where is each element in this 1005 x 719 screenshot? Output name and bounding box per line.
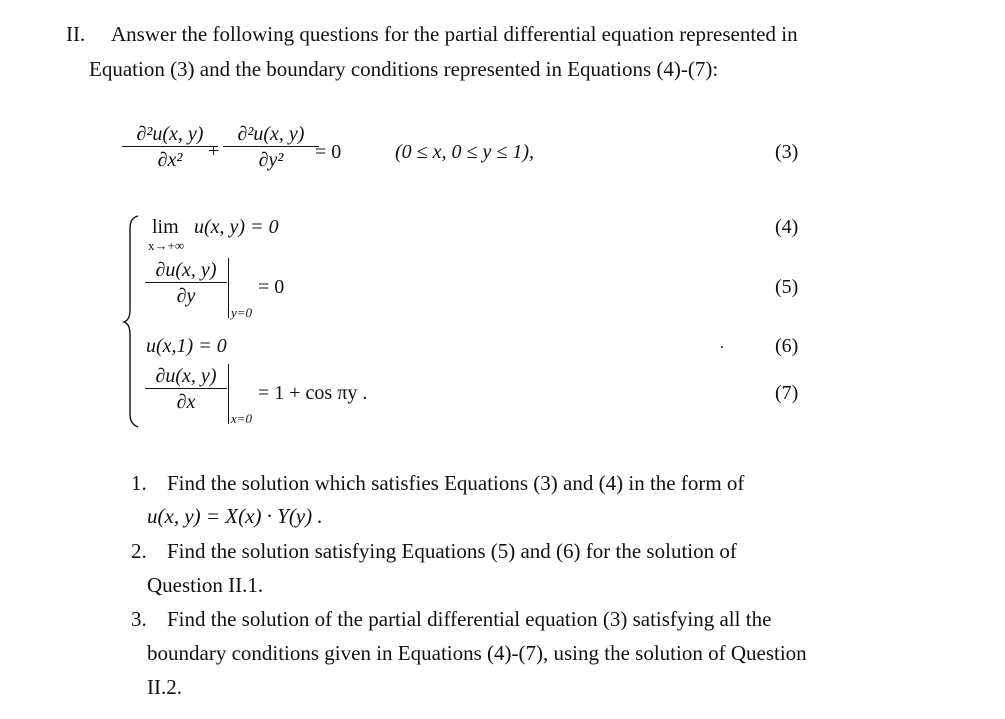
bc7-numerator: ∂u(x, y) <box>155 365 217 387</box>
bc5-numerator: ∂u(x, y) <box>155 259 217 281</box>
bc7-eval-subscript: x=0 <box>231 411 253 426</box>
pde-term2-numerator: ∂²u(x, y) <box>237 123 305 145</box>
bc4-lim-subscript: x→+∞ <box>148 238 185 253</box>
pde-term2-denominator: ∂y² <box>258 149 284 171</box>
question-2-number: 2. <box>131 539 147 563</box>
question-1-line2: u(x, y) = X(x) · Y(y) . <box>147 504 323 528</box>
question-1-line1: Find the solution which satisfies Equations (3) and (4) in the form of <box>167 471 745 495</box>
section-intro-line1: Answer the following questions for the partial differential equation represented in <box>111 22 798 46</box>
bc5-fraction <box>145 258 227 309</box>
question-2-line1: Find the solution satisfying Equations (5) and (6) for the solution of <box>167 539 737 563</box>
section-number: II. <box>66 22 86 46</box>
bc7-label: (7) <box>775 382 799 404</box>
bc7-eval-bar <box>228 364 229 424</box>
pde-term1 <box>122 122 218 173</box>
pde-domain: (0 ≤ x, 0 ≤ y ≤ 1), <box>395 141 535 163</box>
bc5-label: (5) <box>775 276 799 298</box>
bc5-eval-subscript: y=0 <box>231 305 253 320</box>
section-intro-line2: Equation (3) and the boundary conditions represented in Equations (4)-(7): <box>89 57 719 81</box>
bc4-lim: lim <box>152 216 179 238</box>
bc4-body: u(x, y) = 0 <box>194 216 279 238</box>
question-2-line2: Question II.1. <box>147 573 264 597</box>
bc4-label: (4) <box>775 216 799 238</box>
bc7-fraction <box>145 364 227 415</box>
bc6-label: (6) <box>775 335 799 357</box>
pde-term2 <box>223 122 319 173</box>
bc6-body: u(x,1) = 0 <box>146 335 227 357</box>
question-3-line1: Find the solution of the partial differential equation (3) satisfying all the <box>167 607 772 631</box>
bc7-denominator: ∂x <box>176 391 196 413</box>
pde-term1-denominator: ∂x² <box>157 149 183 171</box>
stray-dot <box>721 346 723 348</box>
question-3-line2: boundary conditions given in Equations (4)-(7), using the solution of Question <box>147 641 807 665</box>
question-3-line3: II.2. <box>147 675 182 699</box>
bc5-rhs: = 0 <box>258 276 285 298</box>
question-1-number: 1. <box>131 471 147 495</box>
pde-plus: + <box>208 140 220 162</box>
bc5-denominator: ∂y <box>176 285 196 307</box>
system-brace <box>120 214 144 429</box>
question-3-number: 3. <box>131 607 147 631</box>
bc7-rhs: = 1 + cos πy . <box>258 382 368 404</box>
bc5-eval-bar <box>228 258 229 318</box>
pde-label: (3) <box>775 141 799 163</box>
pde-term1-numerator: ∂²u(x, y) <box>136 123 204 145</box>
pde-rhs: = 0 <box>315 141 342 163</box>
